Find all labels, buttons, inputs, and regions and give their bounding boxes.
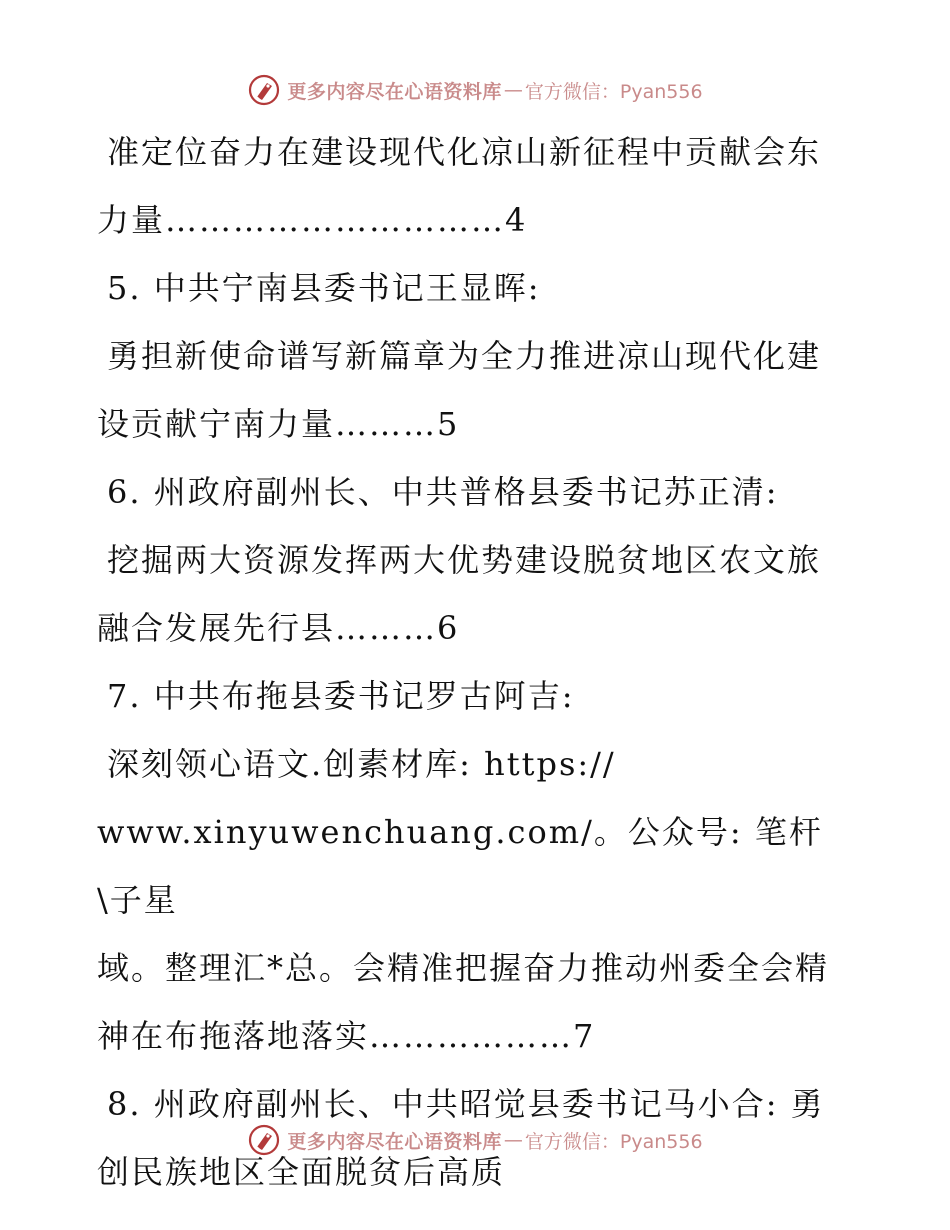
text-line: 挖掘两大资源发挥两大优势建设脱贫地区农文旅 [107, 541, 822, 579]
text-line: 设贡献宁南力量………5 [97, 405, 460, 443]
text-line: 融合发展先行县………6 [97, 609, 460, 647]
entry-heading [97, 458, 857, 526]
entry-paragraph [97, 526, 857, 662]
pen-nib-logo-icon [247, 1123, 281, 1157]
text-line: 创民族地区全面脱贫后高质 [97, 1153, 506, 1191]
text-line: 7. 中共布拖县委书记罗古阿吉: [107, 677, 575, 715]
text-line: www.xinyuwenchuang.com/。公众号: 笔杆\子星 [97, 813, 823, 919]
banner-brand-text: 更多内容尽在心语资料库 [287, 1130, 502, 1153]
text-line: 5. 中共宁南县委书记王显晖: [107, 269, 541, 307]
pen-nib-logo-icon [247, 73, 281, 107]
text-line: 力量…………………………4 [97, 201, 528, 239]
entry-paragraph [97, 118, 857, 254]
entry-heading [97, 254, 857, 322]
text-line: 6. 州政府副州长、中共普格县委书记苏正清: [107, 473, 779, 511]
footer-banner [0, 1120, 950, 1160]
document-body [97, 118, 857, 1206]
entry-paragraph [97, 322, 857, 458]
header-banner [0, 70, 950, 110]
banner-brand-text: 更多内容尽在心语资料库 [287, 80, 502, 103]
text-line: 8. 州政府副州长、中共昭觉县委书记马小合: 勇 [107, 1085, 825, 1123]
text-line: 准定位奋力在建设现代化凉山新征程中贡献会东 [107, 133, 822, 171]
text-line: 深刻领心语文.创素材库: https:// [107, 745, 616, 783]
text-line: 域。整理汇*总。会精准把握奋力推动州委全会精 [97, 949, 830, 987]
banner-separator: — [503, 1129, 523, 1151]
banner-separator: — [503, 79, 523, 101]
banner-wechat-text: 官方微信：Pyan556 [524, 1130, 703, 1153]
text-line: 勇担新使命谱写新篇章为全力推进凉山现代化建 [107, 337, 822, 375]
text-line: 神在布拖落地落实………………7 [97, 1017, 596, 1055]
entry-paragraph [97, 730, 857, 1070]
entry-heading [97, 662, 857, 730]
banner-wechat-text: 官方微信：Pyan556 [524, 80, 703, 103]
